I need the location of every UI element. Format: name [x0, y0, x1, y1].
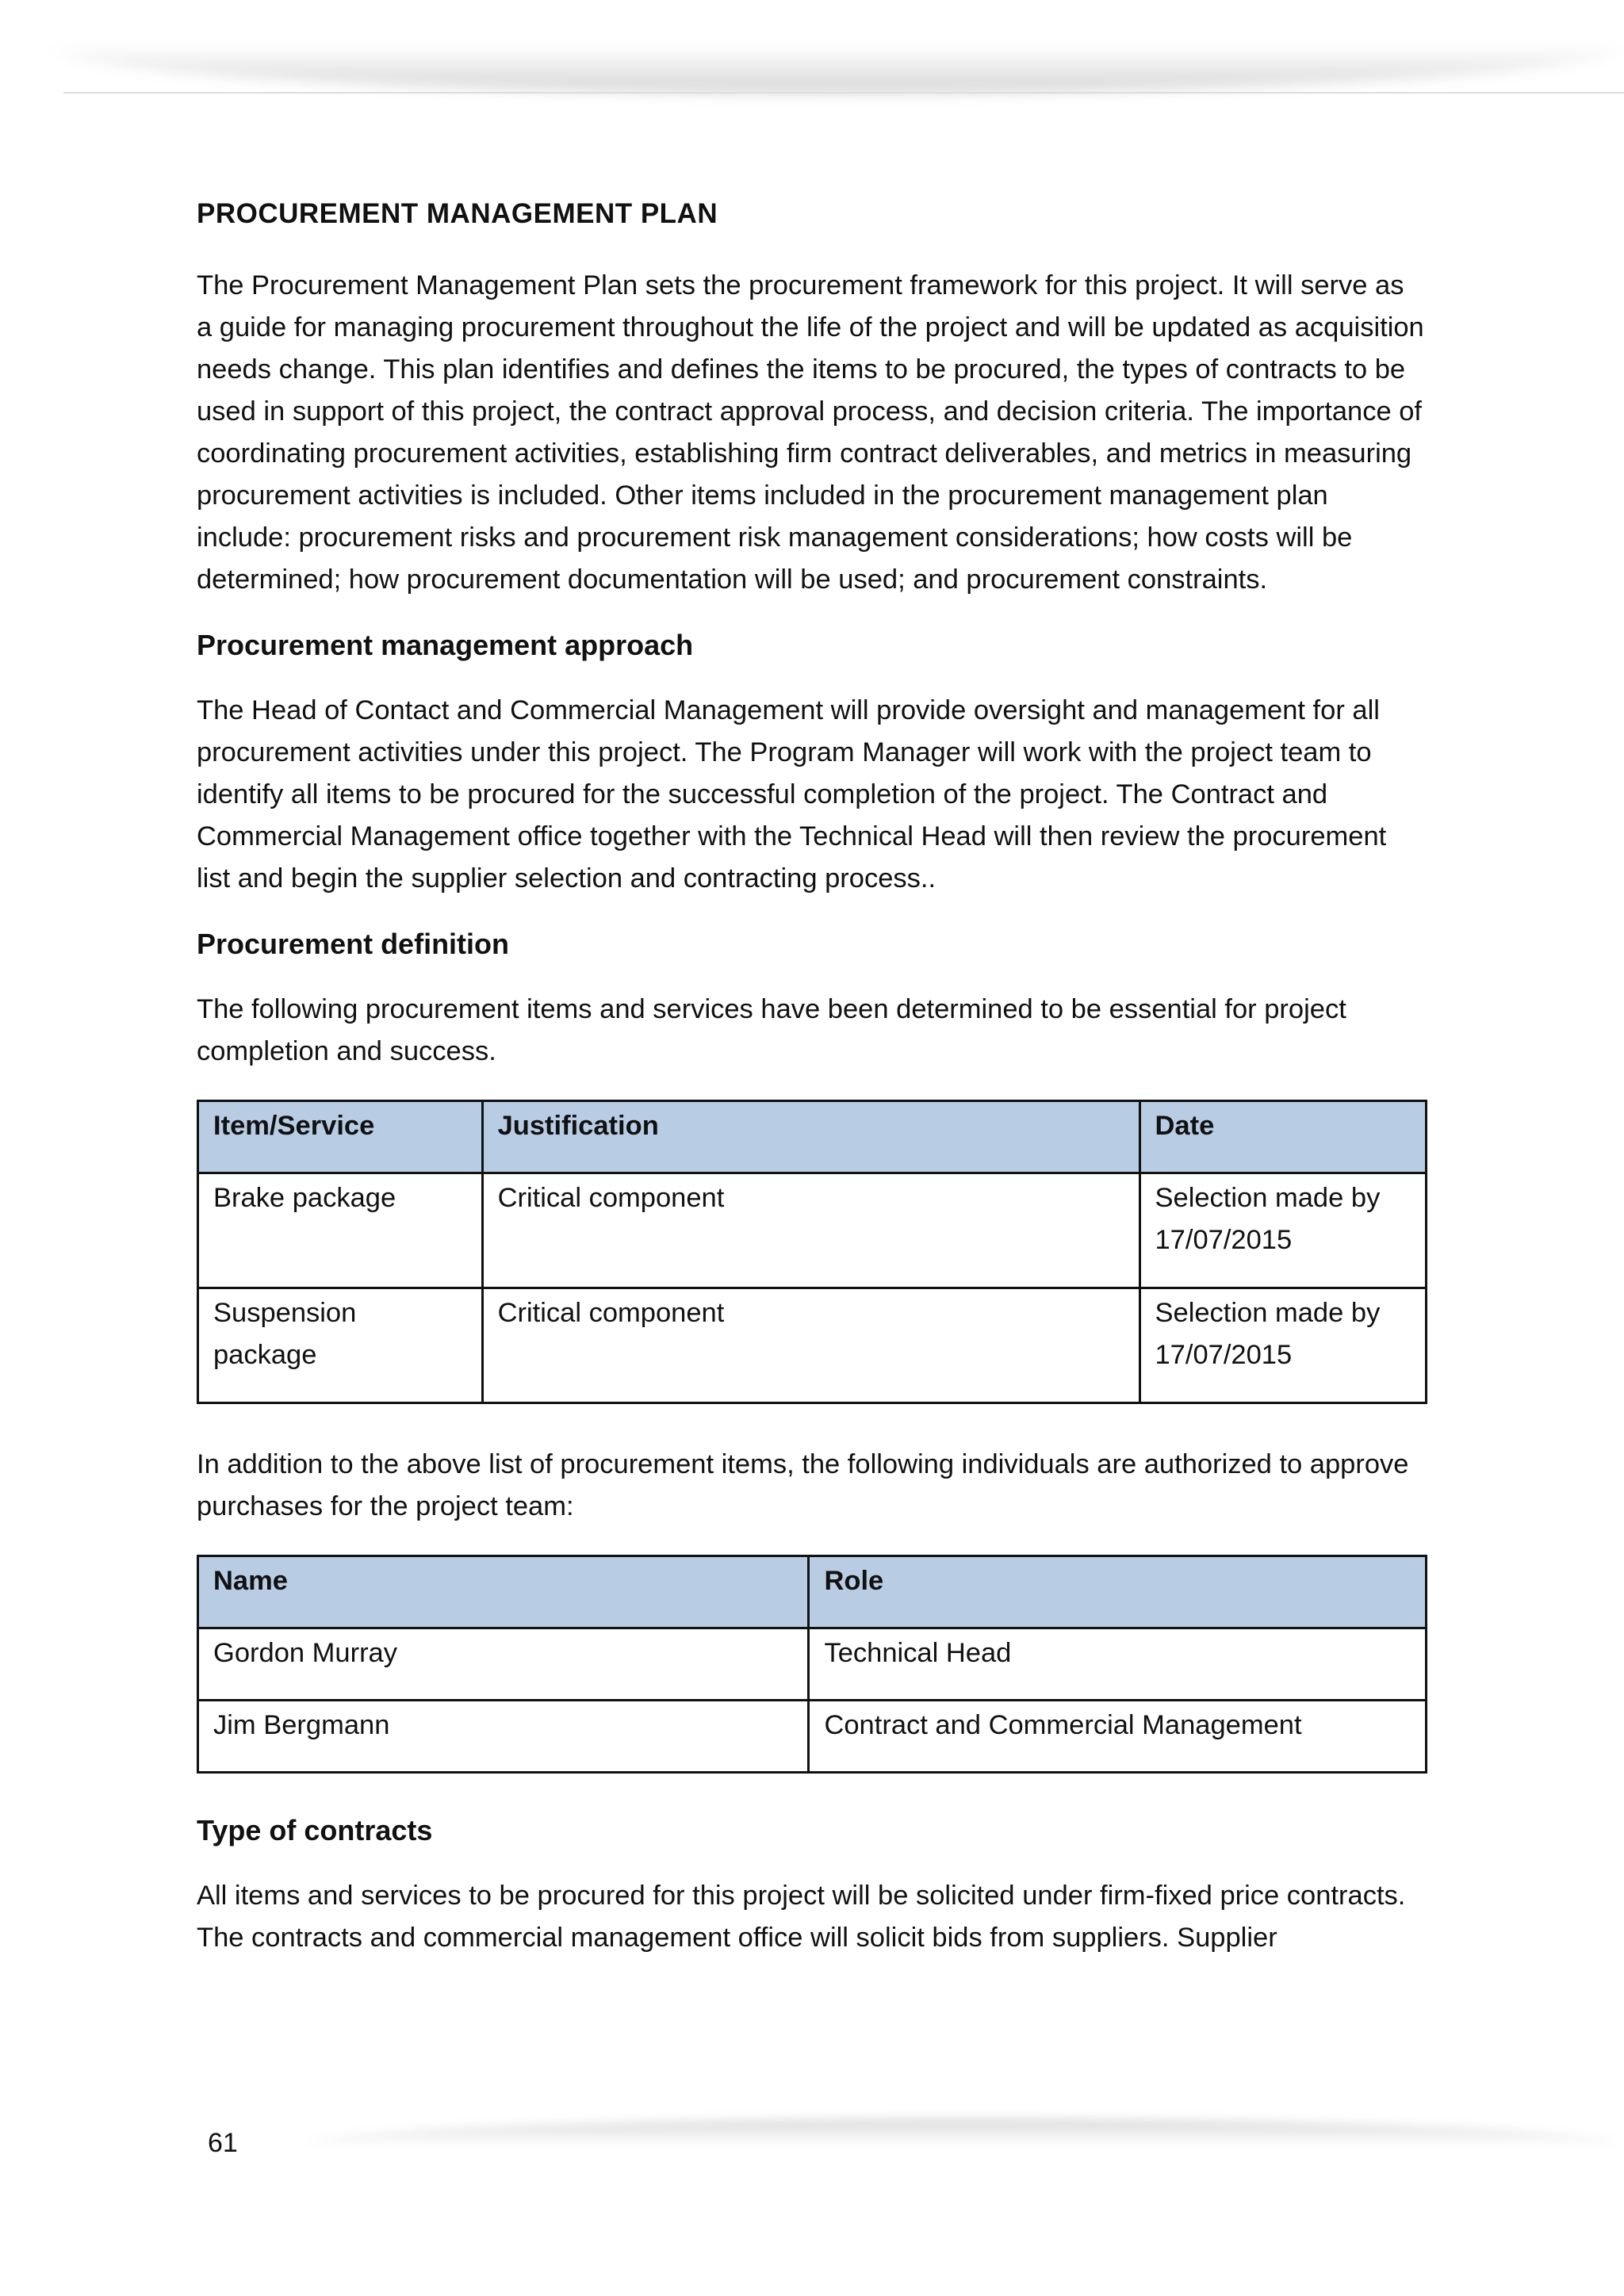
table-cell: Brake package: [198, 1173, 483, 1288]
column-header-item: Item/Service: [198, 1101, 483, 1173]
table-row: [198, 1628, 1427, 1701]
table-header-row: [198, 1101, 1427, 1173]
page-bottom-shadow: [301, 2118, 1624, 2145]
table-cell: Selection made by 17/07/2015: [1139, 1288, 1427, 1403]
definition-paragraph: The following procurement items and services have been determined to be essential for project completion and success.: [197, 994, 1346, 1066]
approvers-table: [197, 1555, 1427, 1774]
table-cell: Selection made by 17/07/2015: [1139, 1173, 1427, 1288]
contracts-paragraph: All items and services to be procured for this project will be solicited under firm-fixed price contracts. The contracts and commercial management office will solicit bids from suppliers. Supplier: [197, 1881, 1406, 1953]
table-cell: Technical Head: [809, 1628, 1427, 1701]
table-cell: Jim Bergmann: [198, 1701, 809, 1773]
procurement-items-table: [197, 1100, 1427, 1404]
table-cell: Gordon Murray: [198, 1628, 809, 1701]
table-row: [198, 1701, 1427, 1773]
definition-heading: Procurement definition: [197, 928, 510, 960]
table-cell: Suspension package: [198, 1288, 483, 1403]
column-header-justification: Justification: [482, 1101, 1139, 1173]
intro-paragraph: The Procurement Management Plan sets the procurement framework for this project. It will serve as a guide for managing procurement throughout the life of the project and will be updated as acquisition needs change. This plan identifies and defines the items to be procured, the types of contracts to be used in support of this project, the contract approval process, and decision criteria. The importance of coordinating procurement activities, establishing firm contract deliverables, and metrics in measuring procurement activities is included. Other items included in the procurement management plan include: procurement risks and procurement risk management considerations; how costs will be determined; how procurement documentation will be used; and procurement constraints.: [197, 270, 1424, 595]
table-cell: Critical component: [482, 1173, 1139, 1288]
page-title: PROCUREMENT MANAGEMENT PLAN: [197, 198, 718, 229]
table-cell: Critical component: [482, 1288, 1139, 1403]
table-row: [198, 1173, 1427, 1288]
column-header-role: Role: [809, 1556, 1427, 1628]
column-header-date: Date: [1139, 1101, 1427, 1173]
contracts-heading: Type of contracts: [197, 1814, 433, 1846]
approach-heading: Procurement management approach: [197, 629, 694, 661]
table-cell: Contract and Commercial Management: [809, 1701, 1427, 1773]
page-content: [197, 198, 1426, 1986]
page-top-edge: [63, 92, 1624, 94]
page-top-shadow: [48, 46, 1624, 94]
table-header-row: [198, 1556, 1427, 1628]
approach-paragraph: The Head of Contact and Commercial Management will provide oversight and management for all procurement activities under this project. The Program Manager will work with the project team to identify all items to be procured for the successful completion of the project. The Contract and Commercial Management office together with the Technical Head will then review the procurement list and begin the supplier selection and contracting process..: [197, 695, 1387, 894]
page-number: 61: [208, 2128, 238, 2158]
approvers-paragraph: In addition to the above list of procurement items, the following individuals are authorized to approve purchases for the project team:: [197, 1449, 1409, 1521]
column-header-name: Name: [198, 1556, 809, 1628]
table-row: [198, 1288, 1427, 1403]
